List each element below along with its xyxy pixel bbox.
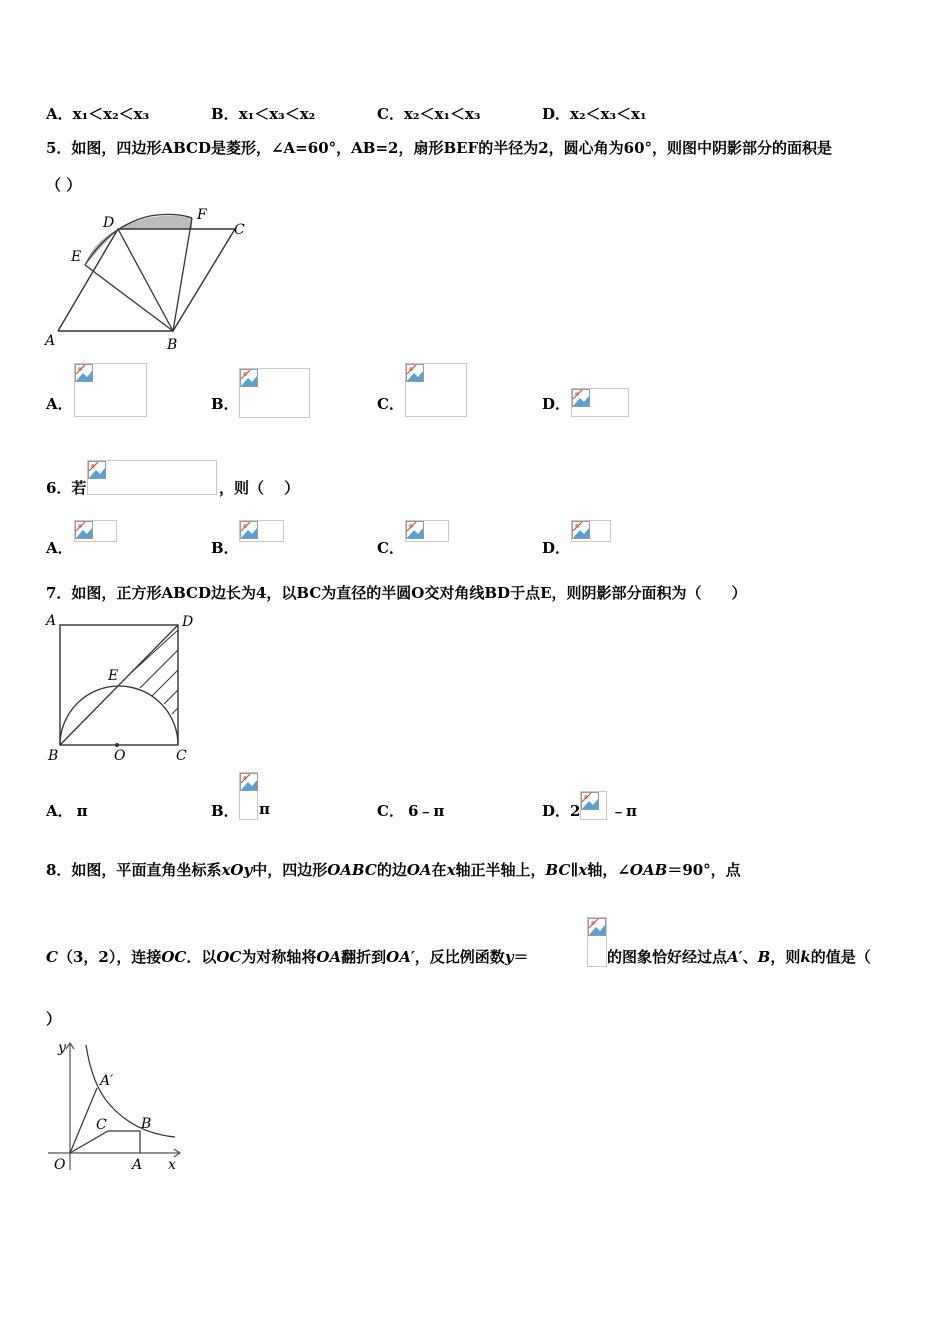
q5-option-a-image: [74, 363, 147, 417]
option-label: D．: [542, 802, 571, 820]
label-a: A: [132, 1157, 143, 1173]
segment-oa-prime: [70, 1088, 97, 1153]
option-label: D．: [542, 105, 571, 123]
q8-line2-left: [46, 946, 529, 967]
q7-figure: [40, 610, 210, 765]
q8-math: OC: [216, 948, 242, 966]
label-o: O: [54, 1157, 66, 1173]
q7-stem: 7．如图，正方形ABCD边长为4，以BC为直径的半圆O交对角线BD于点E，则阴影部分面积为（ ）: [46, 584, 747, 602]
q6-option-d-image: [571, 520, 611, 542]
diagonal-bd: [60, 625, 178, 745]
q8-math: y: [504, 948, 514, 966]
q5-blank: （ ）: [46, 176, 82, 194]
label-b: B: [141, 1116, 152, 1132]
option-label: B．: [211, 105, 239, 123]
q7-option-b-label: B．: [211, 802, 239, 820]
q8-text: ，反比例函数: [414, 948, 505, 966]
q7-option-b-image: [239, 772, 258, 820]
q5-stem: 5．如图，四边形ABCD是菱形，∠A=60°，AB=2，扇形BEF的半径为2，圆心角为60°，则图中阴影部分的面积是: [46, 139, 833, 157]
broken-image-icon: [240, 773, 258, 791]
q6-condition-image: [87, 460, 217, 495]
q7-option-c: [377, 800, 444, 821]
label-e: E: [71, 249, 82, 265]
option-text: x₂＜x₁＜x₃: [403, 105, 481, 123]
broken-image-icon: [75, 364, 93, 382]
q8-math: OAB: [629, 861, 668, 879]
label-o: O: [114, 748, 126, 764]
label-b: B: [167, 337, 178, 353]
shaded-region-top: [118, 216, 192, 229]
q8-text: 的边: [376, 861, 407, 879]
q4-option-d: [542, 103, 647, 124]
broken-image-icon: [572, 389, 590, 407]
q6-option-b-label: B．: [211, 539, 239, 557]
label-y: y: [58, 1040, 66, 1056]
q8-text: 、: [742, 948, 758, 966]
q8-math: k: [800, 948, 811, 966]
label-c: C: [234, 222, 245, 238]
q5-option-d-label: D．: [542, 395, 571, 413]
option-text: π: [76, 802, 88, 820]
label-e: E: [108, 668, 119, 684]
q8-text: ＝90°，点: [667, 861, 741, 879]
q8-math: xOy: [221, 861, 253, 879]
q7-option-d-suffix: ﹣π: [611, 802, 637, 820]
broken-image-icon: [581, 792, 599, 810]
q5-option-b-label: B．: [211, 395, 239, 413]
q7-option-d-image: [580, 791, 607, 820]
q8-text: 的图象恰好经过点: [607, 948, 728, 966]
q8-figure: [40, 1035, 200, 1180]
option-label: C．: [377, 802, 404, 820]
q6-stem-suffix: ，则（ ）: [219, 479, 300, 497]
segment-be: [85, 265, 173, 331]
q8-text: ．以: [186, 948, 217, 966]
label-d: D: [103, 215, 115, 231]
q8-text: 8．如图，平面直角坐标系: [46, 861, 222, 879]
q8-math: x: [578, 861, 588, 879]
q8-math: OA′: [386, 948, 415, 966]
q5-option-c-label: C．: [377, 395, 404, 413]
option-label: C．: [377, 105, 404, 123]
q8-math: OA: [406, 861, 432, 879]
q4-option-b: [211, 103, 315, 124]
q5-option-b-image: [239, 368, 310, 418]
q8-line2-right: [607, 946, 871, 967]
rhombus-abcd: [58, 229, 235, 331]
broken-image-icon: [588, 918, 606, 936]
q8-math: OC: [161, 948, 187, 966]
q6-option-b-image: [239, 520, 284, 542]
segment-bd: [118, 229, 173, 331]
broken-image-icon: [406, 364, 424, 382]
q6-option-d-label: D．: [542, 539, 571, 557]
q8-text: ＝: [513, 948, 529, 966]
q8-text: 为对称轴将: [241, 948, 317, 966]
label-c: C: [96, 1117, 107, 1133]
q7-option-d: [542, 800, 580, 821]
option-text: x₁＜x₂＜x₃: [72, 105, 150, 123]
q8-text: （3，2），连接: [57, 948, 162, 966]
broken-image-icon: [240, 521, 258, 539]
q8-line3: ）: [46, 1010, 62, 1028]
q4-option-a: [46, 103, 149, 124]
q8-line1: [46, 859, 741, 880]
label-x: x: [168, 1157, 176, 1173]
q6-option-a-image: [74, 520, 117, 542]
broken-image-icon: [406, 521, 424, 539]
q5-option-d-image: [571, 388, 629, 417]
q6-option-c-image: [405, 520, 449, 542]
label-a-prime: A′: [100, 1073, 114, 1089]
q8-math: A′: [727, 948, 743, 966]
label-a: A: [46, 613, 57, 629]
q7-option-b-text: π: [259, 800, 270, 818]
broken-image-icon: [572, 521, 590, 539]
label-f: F: [197, 207, 207, 223]
q8-text: 的值是（: [810, 948, 871, 966]
q8-text: ，则: [770, 948, 801, 966]
q8-math: C: [46, 948, 58, 966]
q6-option-a-label: A．: [46, 539, 73, 557]
quadrilateral-oabc: [70, 1131, 140, 1153]
q5-option-c-image: [405, 363, 467, 417]
semicircle-o: [60, 686, 178, 745]
q8-text: 轴，∠: [587, 861, 630, 879]
option-text: x₁＜x₃＜x₂: [238, 105, 316, 123]
q8-math: OABC: [327, 861, 377, 879]
q8-text: 在: [431, 861, 447, 879]
option-prefix: 2: [570, 802, 581, 820]
label-c: C: [176, 748, 187, 764]
q8-text: ∥: [570, 861, 579, 879]
hatch-lines: [132, 630, 178, 714]
q8-math: OA: [316, 948, 342, 966]
q5-figure: [40, 205, 260, 355]
q8-text: 中，四边形: [252, 861, 328, 879]
center-point-o: [115, 743, 119, 747]
option-text: x₂＜x₃＜x₁: [570, 105, 647, 123]
q7-option-a: [46, 800, 88, 821]
broken-image-icon: [240, 369, 258, 387]
q5-option-a-label: A．: [46, 395, 73, 413]
option-label: A．: [46, 105, 73, 123]
q8-math: BC: [545, 861, 571, 879]
q8-math: x: [446, 861, 456, 879]
q8-text: 翻折到: [341, 948, 387, 966]
q6-option-c-label: C．: [377, 539, 404, 557]
label-d: D: [182, 614, 194, 630]
q8-fraction-image: [587, 917, 607, 967]
broken-image-icon: [88, 461, 106, 479]
q8-math: B: [757, 948, 771, 966]
broken-image-icon: [75, 521, 93, 539]
label-a: A: [45, 333, 56, 349]
shaded-region-left: [85, 229, 118, 265]
label-b: B: [48, 748, 59, 764]
q6-stem-prefix: 6．若: [46, 479, 87, 497]
q8-text: 轴正半轴上，: [455, 861, 546, 879]
option-text: 6﹣π: [407, 802, 445, 820]
option-label: A．: [46, 802, 73, 820]
q4-option-c: [377, 103, 481, 124]
